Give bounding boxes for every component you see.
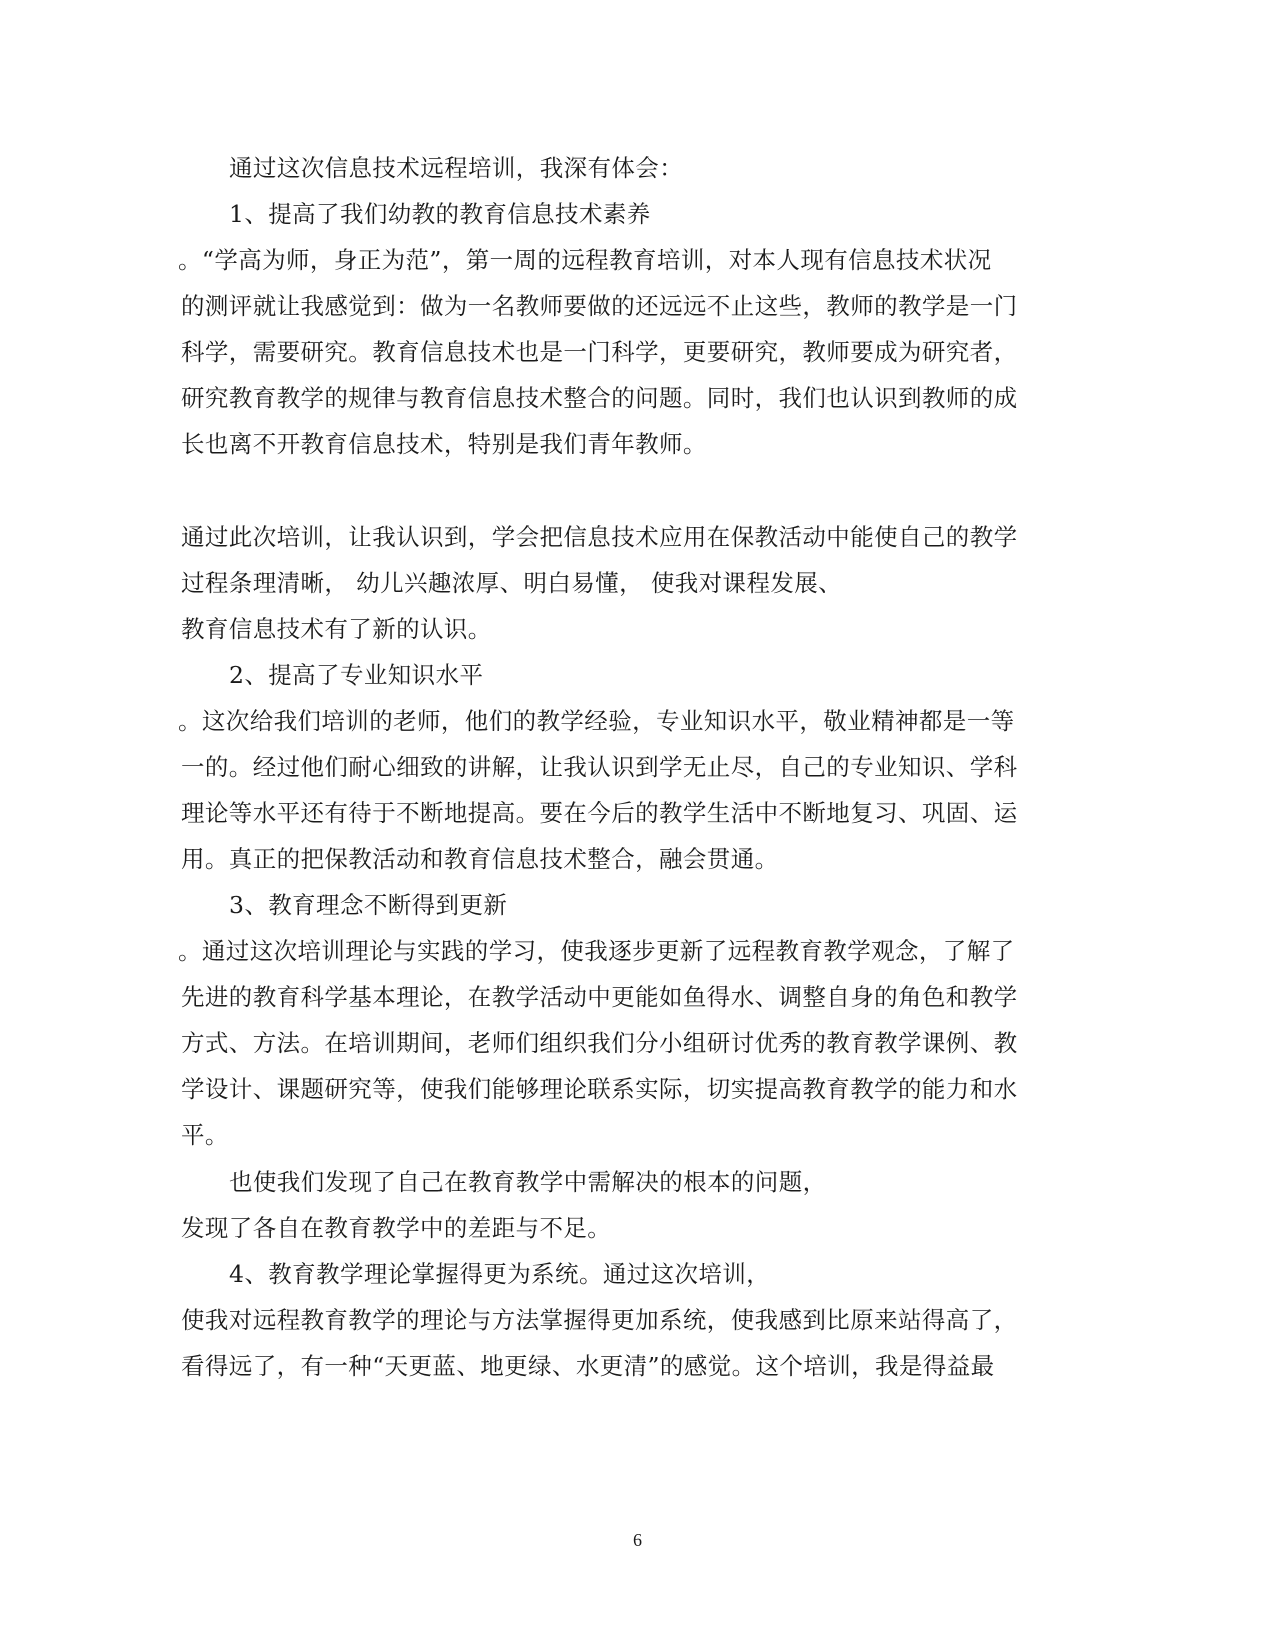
text-line: 发现了各自在教育教学中的差距与不足。	[181, 1214, 612, 1242]
text-line: 理论等水平还有待于不断地提高。要在今后的教学生活中不断地复习、巩固、运	[181, 799, 1018, 827]
text-line: 平。	[181, 1121, 229, 1149]
text-line: 。通过这次培训理论与实践的学习，使我逐步更新了远程教育教学观念，了解了	[178, 937, 1015, 965]
text-line: 也使我们发现了自己在教育教学中需解决的根本的问题，	[229, 1168, 827, 1196]
text-line: 一的。经过他们耐心细致的讲解，让我认识到学无止尽，自己的专业知识、学科	[181, 753, 1018, 781]
text-line: 教育信息技术有了新的认识。	[181, 615, 492, 643]
text-line: 1、提高了我们幼教的教育信息技术素养	[229, 200, 651, 228]
text-line: 4、教育教学理论掌握得更为系统。通过这次培训，	[229, 1260, 771, 1288]
text-line: 科学，需要研究。教育信息技术也是一门科学，更要研究，教师要成为研究者，	[181, 338, 1018, 366]
text-line: 2、提高了专业知识水平	[229, 661, 484, 689]
text-line: 使我对远程教育教学的理论与方法掌握得更加系统，使我感到比原来站得高了，	[181, 1306, 1018, 1334]
text-line: 过程条理清晰， 幼儿兴趣浓厚、明白易懂， 使我对课程发展、	[181, 569, 843, 597]
text-line: 用。真正的把保教活动和教育信息技术整合，融会贯通。	[181, 845, 779, 873]
text-line: 看得远了，有一种“天更蓝、地更绿、水更清”的感觉。这个培训，我是得益最	[181, 1352, 995, 1380]
text-line: 学设计、课题研究等，使我们能够理论联系实际，切实提高教育教学的能力和水	[181, 1075, 1018, 1103]
text-line: 。这次给我们培训的老师，他们的教学经验，专业知识水平，敬业精神都是一等	[178, 707, 1015, 735]
text-line: 。“学高为师，身正为范”，第一周的远程教育培训，对本人现有信息技术状况	[178, 246, 992, 274]
text-line: 3、教育理念不断得到更新	[229, 891, 508, 919]
text-line: 先进的教育科学基本理论，在教学活动中更能如鱼得水、调整自身的角色和教学	[181, 983, 1018, 1011]
text-line: 方式、方法。在培训期间，老师们组织我们分小组研讨优秀的教育教学课例、教	[181, 1029, 1018, 1057]
text-line: 的测评就让我感觉到：做为一名教师要做的还远远不止这些，教师的教学是一门	[181, 292, 1018, 320]
page-number: 6	[633, 1530, 642, 1550]
text-line: 长也离不开教育信息技术，特别是我们青年教师。	[181, 430, 707, 458]
text-line: 通过此次培训，让我认识到，学会把信息技术应用在保教活动中能使自己的教学	[181, 523, 1018, 551]
text-line: 通过这次信息技术远程培训，我深有体会：	[229, 154, 684, 182]
text-line: 研究教育教学的规律与教育信息技术整合的问题。同时，我们也认识到教师的成	[181, 384, 1018, 412]
